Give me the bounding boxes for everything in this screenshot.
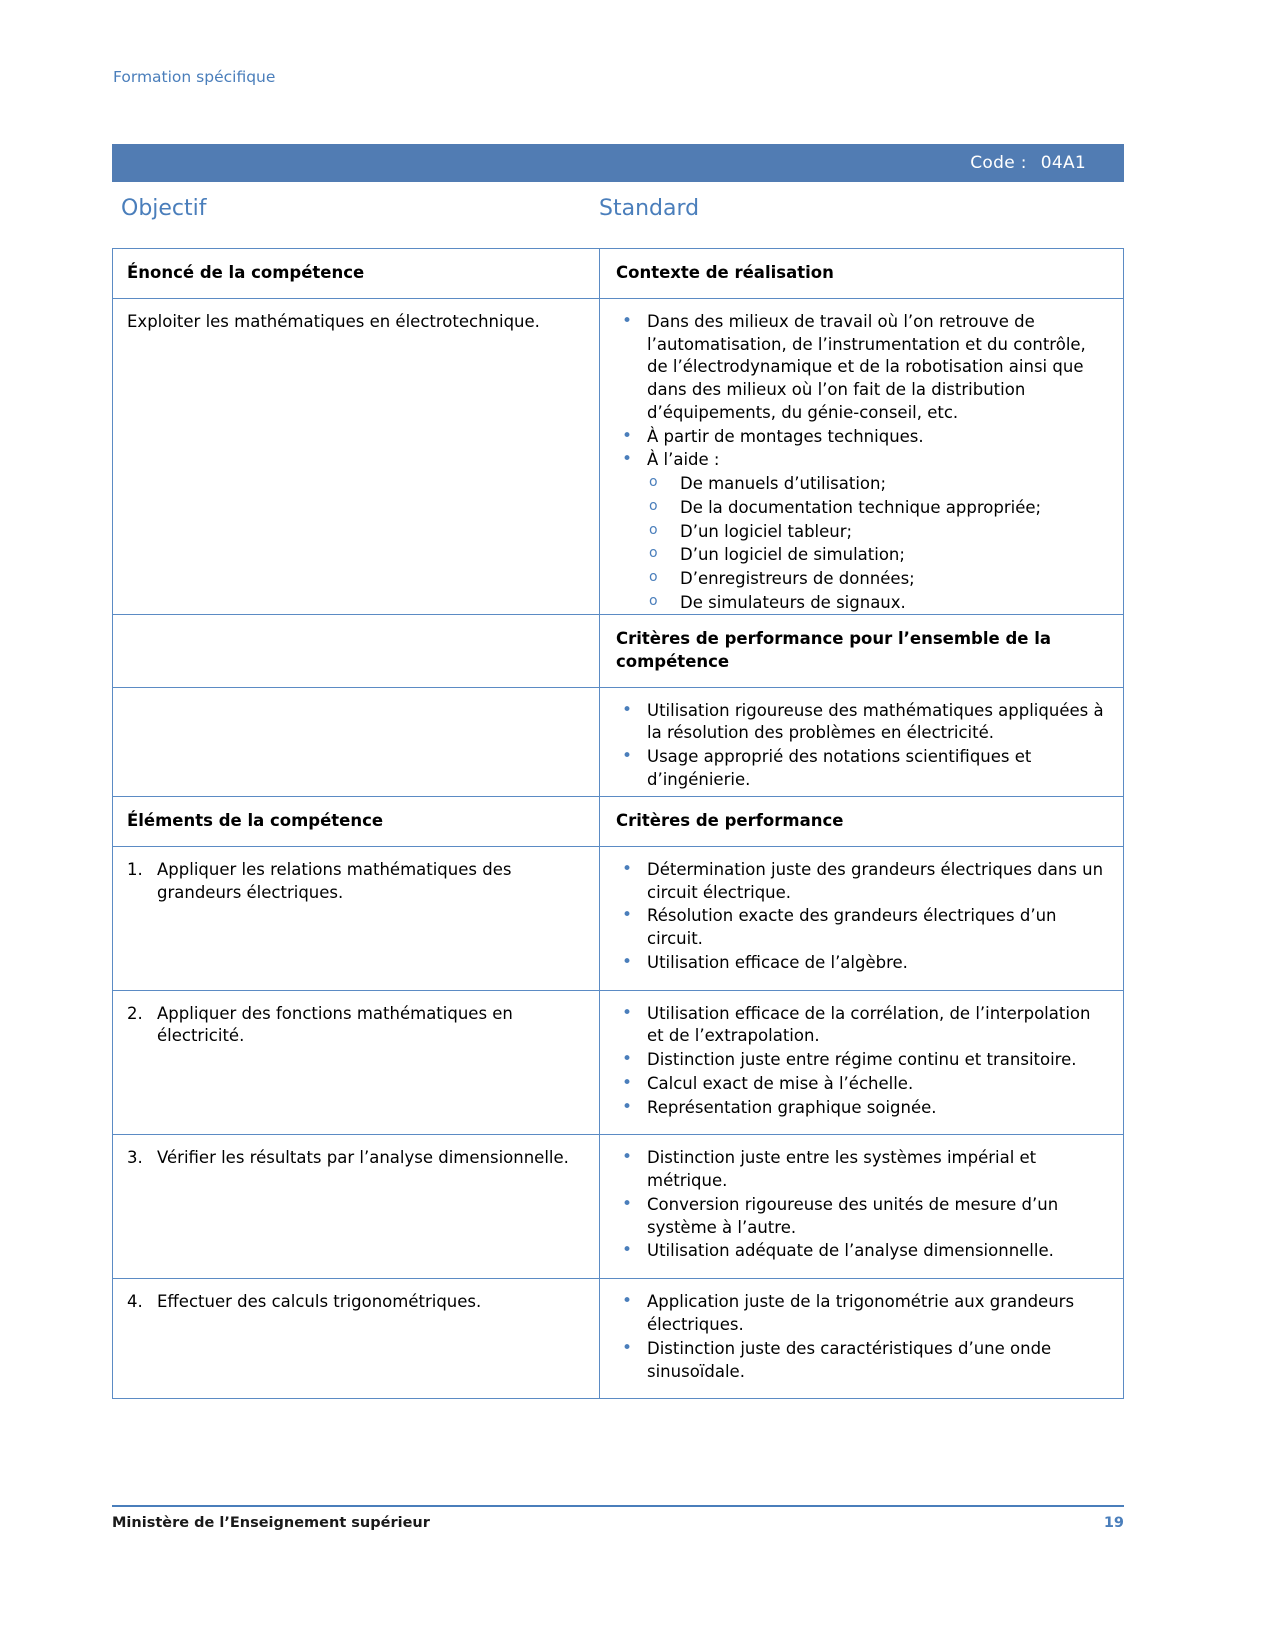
criteria-cell xyxy=(600,847,1123,990)
competence-statement: Exploiter les mathématiques en électrotechnique. xyxy=(113,299,600,630)
element-text: Effectuer des calculs trigonométriques. xyxy=(157,1292,482,1312)
running-head: Formation spécifique xyxy=(113,68,276,86)
criteres-ensemble-bullets xyxy=(616,700,1109,792)
list-item: • Utilisation rigoureuse des mathématiques appliquées à la résolution des problèmes en électricité. xyxy=(616,700,1109,746)
title-standard: Standard xyxy=(599,196,700,221)
element-number: 3. xyxy=(127,1148,143,1168)
table-row xyxy=(113,847,1123,991)
header-contexte-realisation: Contexte de réalisation xyxy=(616,263,834,282)
list-item xyxy=(127,1291,585,1314)
footer-ministry: Ministère de l’Enseignement supérieur xyxy=(112,1515,430,1531)
contexte-sub-bullets xyxy=(616,473,1109,615)
list-item: • À l’aide : xyxy=(616,449,1109,472)
list-item xyxy=(127,859,585,905)
list-item: • Distinction juste des caractéristiques d’une onde sinusoïdale. xyxy=(616,1338,1109,1384)
list-item: o De manuels d’utilisation; xyxy=(616,473,1109,496)
list-item: o De la documentation technique appropriée; xyxy=(616,497,1109,520)
criteria-bullets xyxy=(616,859,1109,975)
criteria-cell xyxy=(600,1279,1123,1398)
element-cell xyxy=(113,847,600,990)
list-item: o D’un logiciel tableur; xyxy=(616,521,1109,544)
element-cell xyxy=(113,991,600,1135)
table-header-row xyxy=(113,797,1123,847)
list-item: • Calcul exact de mise à l’échelle. xyxy=(616,1073,1109,1096)
element-number: 1. xyxy=(127,859,143,879)
element-number: 2. xyxy=(127,1003,143,1023)
page-footer xyxy=(112,1515,1124,1531)
element-numbered xyxy=(127,1003,585,1049)
element-text: Vérifier les résultats par l’analyse dimensionnelle. xyxy=(157,1148,569,1168)
list-item: • Détermination juste des grandeurs électriques dans un circuit électrique. xyxy=(616,859,1109,905)
table-criteres-ensemble xyxy=(112,614,1124,808)
element-numbered xyxy=(127,1291,585,1314)
criteria-bullets xyxy=(616,1291,1109,1383)
criteria-bullets xyxy=(616,1003,1109,1120)
element-number: 4. xyxy=(127,1292,143,1312)
criteria-cell xyxy=(600,1135,1123,1278)
header-criteres-performance: Critères de performance xyxy=(616,811,844,830)
footer-divider xyxy=(112,1505,1124,1507)
code-bar xyxy=(112,144,1124,182)
list-item: • Résolution exacte des grandeurs électriques d’un circuit. xyxy=(616,905,1109,951)
page-number: 19 xyxy=(1103,1515,1124,1531)
element-text: Appliquer les relations mathématiques des grandeurs électriques. xyxy=(157,859,512,902)
table-row xyxy=(113,991,1123,1136)
contexte-list xyxy=(600,299,1123,630)
header-enonce-competence: Énoncé de la compétence xyxy=(113,249,600,298)
table-row xyxy=(113,1279,1123,1398)
list-item: • À partir de montages techniques. xyxy=(616,426,1109,449)
criteria-bullets xyxy=(616,1147,1109,1263)
list-item: • Usage approprié des notations scientifiques et d’ingénierie. xyxy=(616,746,1109,792)
criteria-cell xyxy=(600,991,1123,1135)
list-item xyxy=(127,1147,585,1170)
contexte-bullets xyxy=(616,311,1109,472)
empty-cell xyxy=(113,688,600,807)
list-item: • Distinction juste entre les systèmes impérial et métrique. xyxy=(616,1147,1109,1193)
title-objectif: Objectif xyxy=(121,196,207,221)
list-item xyxy=(127,1003,585,1049)
element-text: Appliquer des fonctions mathématiques en électricité. xyxy=(157,1003,513,1046)
element-numbered xyxy=(127,1147,585,1170)
list-item: o D’enregistreurs de données; xyxy=(616,568,1109,591)
section-titles xyxy=(112,196,1124,221)
header-empty xyxy=(113,615,600,687)
table-row xyxy=(113,1135,1123,1279)
list-item: • Distinction juste entre régime continu et transitoire. xyxy=(616,1049,1109,1072)
element-cell xyxy=(113,1279,600,1398)
table-enonce-contexte xyxy=(112,248,1124,631)
table-header-row xyxy=(113,615,1123,688)
list-item: • Conversion rigoureuse des unités de mesure d’un système à l’autre. xyxy=(616,1194,1109,1240)
code-label: Code : xyxy=(970,153,1027,173)
element-numbered xyxy=(127,859,585,905)
list-item: • Utilisation efficace de la corrélation, de l’interpolation et de l’extrapolation. xyxy=(616,1003,1109,1049)
list-item: • Utilisation efficace de l’algèbre. xyxy=(616,952,1109,975)
list-item: • Représentation graphique soignée. xyxy=(616,1097,1109,1120)
list-item: • Utilisation adéquate de l’analyse dimensionnelle. xyxy=(616,1240,1109,1263)
table-elements-criteres xyxy=(112,796,1124,1399)
table-body-row xyxy=(113,299,1123,630)
table-header-row xyxy=(113,249,1123,299)
list-item: o De simulateurs de signaux. xyxy=(616,592,1109,615)
element-cell xyxy=(113,1135,600,1278)
header-elements-competence: Éléments de la compétence xyxy=(113,797,600,846)
criteres-ensemble-list xyxy=(600,688,1123,807)
list-item: • Application juste de la trigonométrie aux grandeurs électriques. xyxy=(616,1291,1109,1337)
header-criteres-ensemble: Critères de performance pour l’ensemble de la compétence xyxy=(616,629,1051,671)
list-item: • Dans des milieux de travail où l’on retrouve de l’automatisation, de l’instrumentation et du contrôle, de l’électrodynamique et de la robotisation ainsi que dans des milieux où l’on fait de la distribution d’équipements, du génie-conseil, etc. xyxy=(616,311,1109,425)
code-value: 04A1 xyxy=(1040,153,1086,173)
list-item: o D’un logiciel de simulation; xyxy=(616,544,1109,567)
table-body-row xyxy=(113,688,1123,807)
